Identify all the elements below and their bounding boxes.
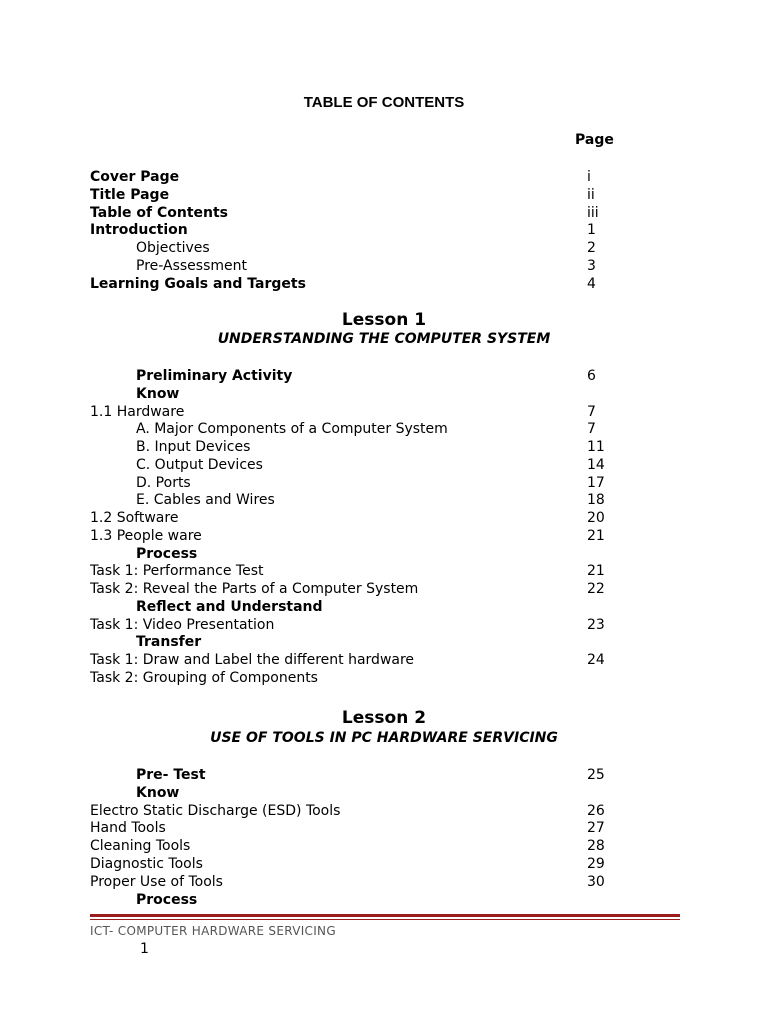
toc-entry-label: E. Cables and Wires bbox=[136, 492, 275, 509]
footer-rule bbox=[90, 914, 680, 917]
toc-entry-label: Objectives bbox=[136, 240, 210, 256]
toc-entry-label: Diagnostic Tools bbox=[90, 856, 203, 872]
toc-entry-page-number: 30 bbox=[587, 873, 605, 890]
toc-entry bbox=[0, 474, 768, 492]
toc-entry-label: Process bbox=[136, 891, 198, 908]
toc-entry bbox=[0, 873, 768, 891]
toc-entry-page-number: 2 bbox=[587, 240, 596, 256]
toc-entry-label: 1.2 Software bbox=[90, 510, 179, 526]
toc-entry bbox=[0, 616, 768, 634]
toc-entry bbox=[0, 491, 768, 509]
toc-entry-label: Hand Tools bbox=[90, 820, 166, 837]
toc-entry bbox=[0, 562, 768, 580]
toc-entry-page-number: 6 bbox=[587, 368, 596, 384]
toc-entry-page-number: 18 bbox=[587, 492, 605, 509]
toc-entry bbox=[0, 367, 768, 385]
toc-entry-page-number: 7 bbox=[587, 403, 596, 420]
toc-entry-page-number: iii bbox=[587, 204, 599, 221]
page-title: TABLE OF CONTENTS bbox=[303, 94, 465, 111]
toc-entry-label: Know bbox=[136, 784, 180, 801]
toc-entry-label: Pre- Test bbox=[136, 767, 206, 783]
toc-entry bbox=[0, 403, 768, 421]
toc-entry-label: 1.3 People ware bbox=[90, 527, 202, 544]
toc-entry bbox=[0, 855, 768, 873]
toc-entry bbox=[0, 438, 768, 456]
footer-rule-thin bbox=[90, 919, 680, 920]
toc-entry bbox=[0, 651, 768, 669]
toc-entry-label: Electro Static Discharge (ESD) Tools bbox=[90, 802, 341, 819]
toc-entry-page-number: i bbox=[587, 169, 591, 185]
toc-entry bbox=[0, 221, 768, 239]
toc-entry-label: Task 2: Reveal the Parts of a Computer System bbox=[90, 581, 419, 597]
toc-entry-label: Table of Contents bbox=[90, 204, 229, 221]
toc-entry bbox=[0, 275, 768, 293]
toc-entry-page-number: 17 bbox=[587, 474, 605, 491]
toc-entry-label: Pre-Assessment bbox=[136, 257, 247, 274]
lesson-1-heading: Lesson 1 bbox=[341, 310, 427, 330]
toc-entry-label: Proper Use of Tools bbox=[90, 873, 223, 890]
footer-title: ICT- COMPUTER HARDWARE SERVICING bbox=[90, 924, 336, 938]
toc-entry-page-number: 29 bbox=[587, 856, 605, 872]
page-column-header: Page bbox=[575, 132, 614, 148]
toc-entry-label: Task 1: Draw and Label the different hardware bbox=[90, 652, 415, 668]
toc-entry-page-number: ii bbox=[587, 186, 595, 203]
toc-entry-page-number: 14 bbox=[587, 456, 605, 473]
toc-entry bbox=[0, 633, 768, 651]
toc-entry-page-number: 24 bbox=[587, 652, 605, 668]
toc-entry-page-number: 4 bbox=[587, 275, 596, 292]
toc-entry bbox=[0, 204, 768, 222]
toc-entry-label: 1.1 Hardware bbox=[90, 403, 185, 420]
toc-entry-label: Title Page bbox=[90, 186, 170, 203]
toc-entry-label: Cleaning Tools bbox=[90, 838, 191, 855]
toc-entry-label: Learning Goals and Targets bbox=[90, 275, 306, 292]
toc-entry bbox=[0, 257, 768, 275]
toc-entry-label: Preliminary Activity bbox=[136, 368, 293, 384]
toc-entry bbox=[0, 527, 768, 545]
toc-entry bbox=[0, 456, 768, 474]
toc-entry-page-number: 23 bbox=[587, 616, 605, 633]
toc-entry-label: Reflect and Understand bbox=[136, 598, 323, 615]
toc-entry-label: Task 1: Performance Test bbox=[90, 563, 264, 580]
toc-entry-page-number: 3 bbox=[587, 257, 596, 274]
toc-entry bbox=[0, 420, 768, 438]
toc-entry-page-number: 27 bbox=[587, 820, 605, 837]
toc-entry bbox=[0, 598, 768, 616]
lesson-1-subtitle: UNDERSTANDING THE COMPUTER SYSTEM bbox=[217, 331, 551, 347]
toc-entry bbox=[0, 802, 768, 820]
toc-entry bbox=[0, 385, 768, 403]
toc-entry bbox=[0, 819, 768, 837]
footer-page-number: 1 bbox=[140, 941, 149, 957]
toc-entry-label: A. Major Components of a Computer System bbox=[136, 421, 448, 438]
toc-entry-label: Task 2: Grouping of Components bbox=[90, 669, 318, 686]
toc-entry bbox=[0, 239, 768, 257]
toc-entry-page-number: 21 bbox=[587, 563, 605, 580]
toc-entry bbox=[0, 891, 768, 909]
toc-entry-page-number: 11 bbox=[587, 439, 605, 455]
toc-entry-page-number: 28 bbox=[587, 838, 605, 855]
toc-entry bbox=[0, 168, 768, 186]
toc-entry bbox=[0, 509, 768, 527]
toc-entry bbox=[0, 784, 768, 802]
lesson-2-subtitle: USE OF TOOLS IN PC HARDWARE SERVICING bbox=[210, 730, 558, 746]
toc-entry bbox=[0, 580, 768, 598]
toc-entry bbox=[0, 669, 768, 687]
toc-entry-label: Process bbox=[136, 545, 198, 562]
toc-entry-page-number: 25 bbox=[587, 767, 605, 783]
toc-entry-label: Know bbox=[136, 385, 180, 402]
toc-entry-label: B. Input Devices bbox=[136, 439, 251, 455]
toc-entry-label: C. Output Devices bbox=[136, 456, 263, 473]
toc-entry bbox=[0, 837, 768, 855]
toc-entry-page-number: 26 bbox=[587, 802, 605, 819]
toc-entry-label: Cover Page bbox=[90, 169, 180, 185]
toc-entry-page-number: 21 bbox=[587, 527, 605, 544]
toc-entry-page-number: 1 bbox=[587, 222, 596, 239]
toc-entry-page-number: 7 bbox=[587, 421, 596, 438]
toc-entry-page-number: 20 bbox=[587, 510, 605, 526]
toc-entry-label: D. Ports bbox=[136, 474, 191, 491]
toc-entry-label: Transfer bbox=[136, 634, 202, 651]
toc-entry-page-number: 22 bbox=[587, 581, 605, 597]
toc-entry-label: Task 1: Video Presentation bbox=[90, 616, 275, 633]
toc-entry-label: Introduction bbox=[90, 222, 188, 239]
toc-entry bbox=[0, 186, 768, 204]
toc-entry bbox=[0, 545, 768, 563]
toc-entry bbox=[0, 766, 768, 784]
lesson-2-heading: Lesson 2 bbox=[341, 708, 427, 728]
